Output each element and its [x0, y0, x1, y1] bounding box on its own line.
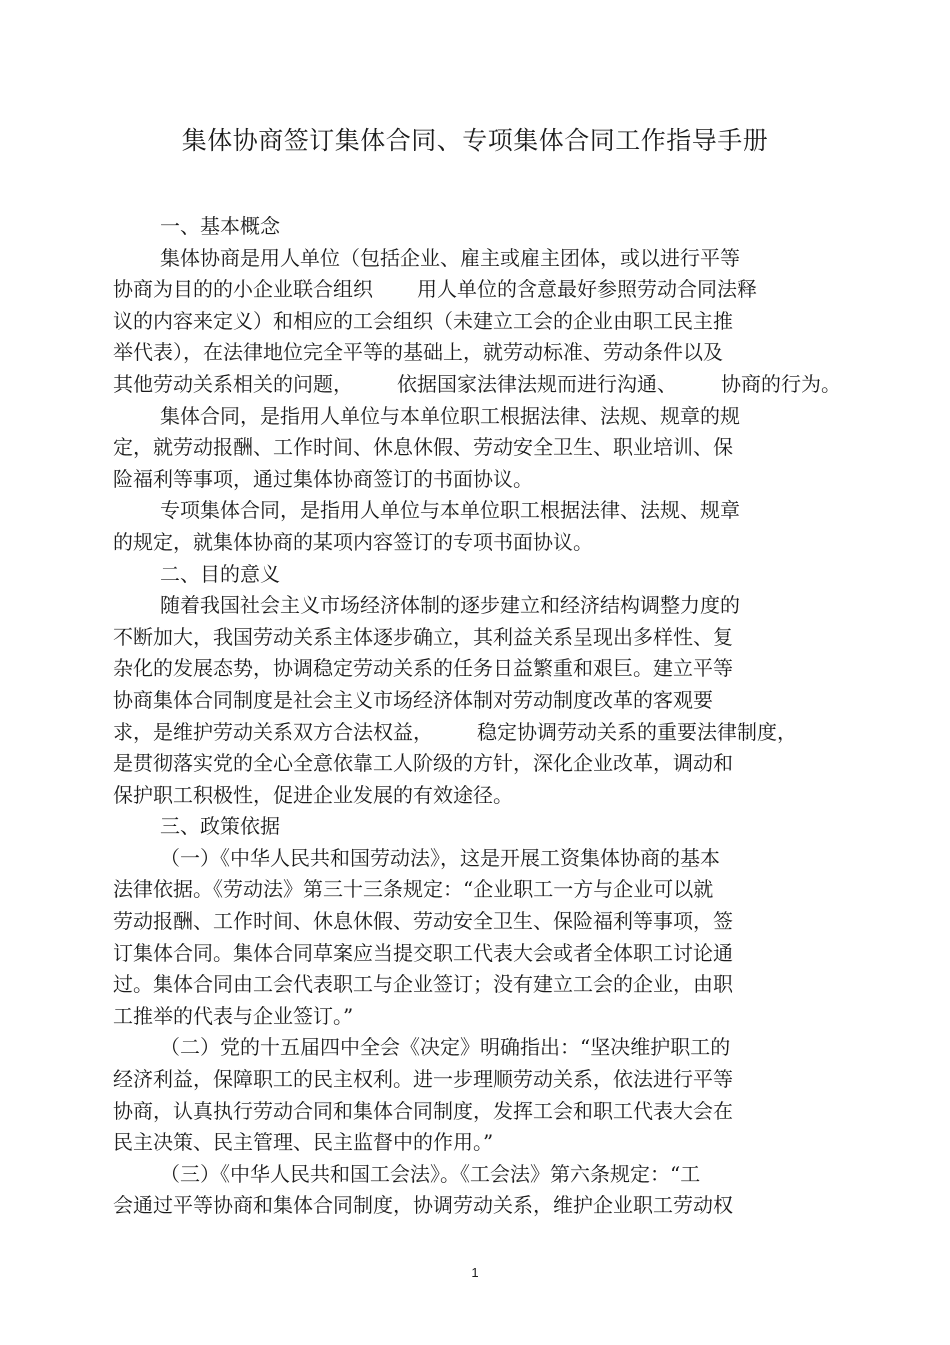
text-segment: 其他劳动关系相关的问题， [113, 371, 353, 396]
text-segment: 依据国家法律法规而进行沟通、 [397, 371, 677, 396]
text-segment: 协商为目的的小企业联合组织 [113, 277, 373, 302]
text-line: （二）党的十五届四中全会《决定》明确指出：“坚决维护职工的 [160, 1035, 731, 1060]
text-segment: 稳定协调劳动关系的重要法律制度， [477, 719, 797, 744]
text-line: 会通过平等协商和集体合同制度，协调劳动关系，维护企业职工劳动权 [113, 1193, 733, 1218]
text-line: （一）《中华人民共和国劳动法》，这是开展工资集体协商的基本 [160, 845, 720, 870]
text-line: 议的内容来定义）和相应的工会组织（未建立工会的企业由职工民主推 [113, 308, 733, 333]
text-line: 订集体合同。集体合同草案应当提交职工代表大会或者全体职工讨论通 [113, 940, 733, 965]
document-title: 集体协商签订集体合同、专项集体合同工作指导手册 [181, 126, 769, 155]
text-line: 三、政策依据 [160, 814, 280, 839]
text-line: 险福利等事项，通过集体协商签订的书面协议。 [113, 466, 533, 491]
text-line: 举代表），在法律地位完全平等的基础上，就劳动标准、劳动条件以及 [113, 340, 723, 365]
text-line [113, 274, 873, 306]
text-line: 随着我国社会主义市场经济体制的逐步建立和经济结构调整力度的 [160, 593, 740, 618]
text-line: 保护职工积极性，促进企业发展的有效途径。 [113, 782, 513, 807]
text-line: 协商集体合同制度是社会主义市场经济体制对劳动制度改革的客观要 [113, 687, 713, 712]
text-line: 工推举的代表与企业签订。” [113, 1003, 354, 1028]
document-body [113, 211, 873, 1222]
text-line: 二、目的意义 [160, 561, 280, 586]
text-line: 不断加大，我国劳动关系主体逐步确立，其利益关系呈现出多样性、复 [113, 624, 733, 649]
text-segment: 求，是维护劳动关系双方合法权益， [113, 719, 433, 744]
text-line: （三）《中华人民共和国工会法》。《工会法》第六条规定：“工 [160, 1161, 701, 1186]
text-line: 过。集体合同由工会代表职工与企业签订；没有建立工会的企业，由职 [113, 972, 733, 997]
text-segment: 用人单位的含意最好参照劳动合同法释 [417, 277, 757, 302]
text-line: 集体协商是用人单位（包括企业、雇主或雇主团体，或以进行平等 [160, 245, 740, 270]
page-number: 1 [471, 1265, 479, 1280]
text-line: 杂化的发展态势，协调稳定劳动关系的任务日益繁重和艰巨。建立平等 [113, 656, 733, 681]
text-line [113, 717, 873, 749]
text-segment: 协商的行为。 [721, 371, 841, 396]
text-line [113, 369, 873, 401]
text-line: 集体合同，是指用人单位与本单位职工根据法律、法规、规章的规 [160, 403, 740, 428]
text-line: 民主决策、民主管理、民主监督中的作用。” [113, 1130, 494, 1155]
text-line: 经济利益，保障职工的民主权利。进一步理顺劳动关系，依法进行平等 [113, 1067, 733, 1092]
text-line: 是贯彻落实党的全心全意依靠工人阶级的方针，深化企业改革，调动和 [113, 751, 733, 776]
text-line: 法律依据。《劳动法》第三十三条规定：“企业职工一方与企业可以就 [113, 877, 714, 902]
text-line: 劳动报酬、工作时间、休息休假、劳动安全卫生、保险福利等事项，签 [113, 909, 733, 934]
text-line: 专项集体合同，是指用人单位与本单位职工根据法律、法规、规章 [160, 498, 740, 523]
text-line: 的规定，就集体协商的某项内容签订的专项书面协议。 [113, 529, 593, 554]
text-line: 协商，认真执行劳动合同和集体合同制度，发挥工会和职工代表大会在 [113, 1098, 733, 1123]
text-line: 定，就劳动报酬、工作时间、休息休假、劳动安全卫生、职业培训、保 [113, 435, 733, 460]
text-line: 一、基本概念 [160, 214, 280, 238]
